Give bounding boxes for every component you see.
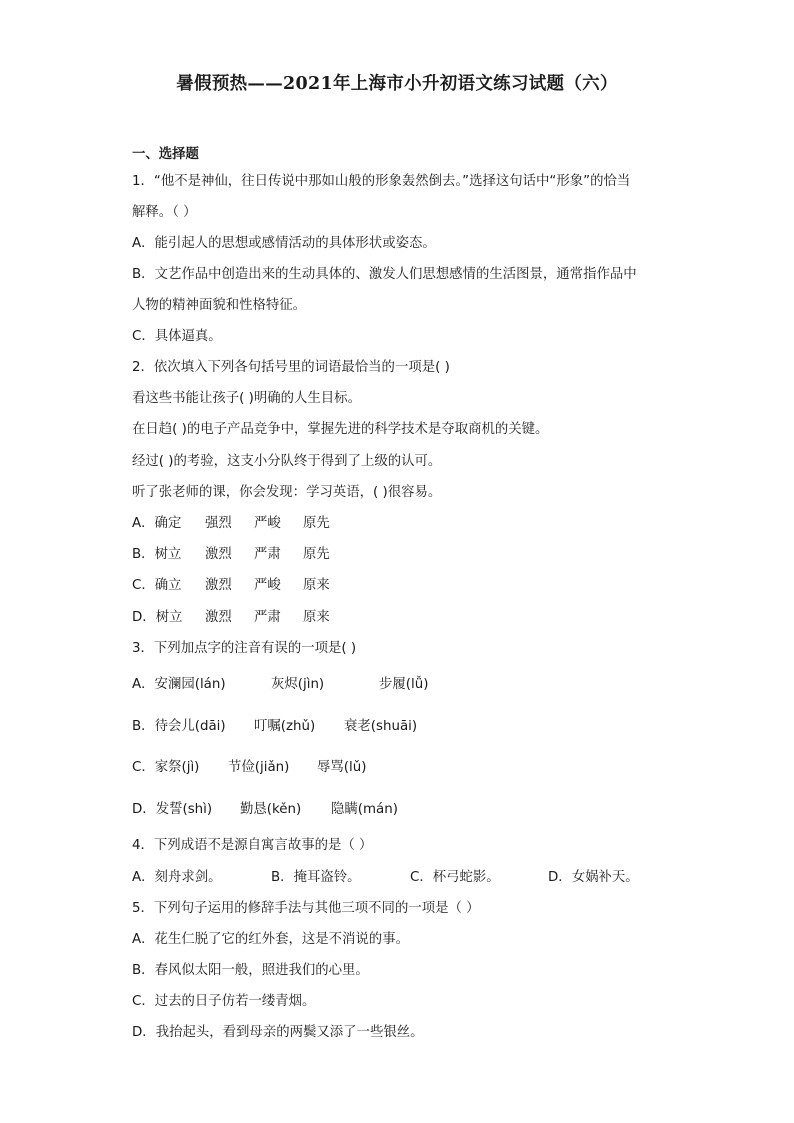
option-word: 原来 — [303, 610, 330, 625]
option-label: C．确立 — [132, 578, 182, 593]
section-heading: 一、选择题 — [132, 147, 199, 162]
option-item: 节俭(jiǎn) — [228, 760, 290, 775]
q1-option-b-line2: 人物的精神面貌和性格特征。 — [132, 298, 307, 313]
q2-sentence-3: 经过( )的考验，这支小分队终于得到了上级的认可。 — [132, 454, 442, 469]
q5-stem: 5．下列句子运用的修辞手法与其他三项不同的一项是（ ） — [132, 901, 480, 916]
option-item: 步履(lǚ) — [379, 677, 429, 692]
q3-stem: 3．下列加点字的注音有误的一项是( ) — [132, 641, 357, 656]
q1-stem-line1: 1．“他不是神仙，往日传说中那如山般的形象轰然倒去。”选择这句话中“形象”的恰当 — [132, 174, 631, 189]
option-word: 原先 — [303, 516, 330, 531]
q2-sentence-4: 听了张老师的课，你会发现：学习英语，( )很容易。 — [132, 485, 442, 500]
option-item: B．待会儿(dāi) — [132, 719, 226, 734]
option-word: 严肃 — [254, 547, 281, 562]
q4-option-d: D．女娲补天。 — [548, 870, 639, 885]
q2-stem: 2．依次填入下列各句括号里的词语最恰当的一项是( ) — [132, 360, 450, 375]
q4-stem: 4．下列成语不是源自寓言故事的是（ ） — [132, 838, 373, 853]
q1-option-a: A．能引起人的思想或感情活动的具体形状或姿态。 — [132, 236, 436, 251]
q5-option-d: D．我抬起头，看到母亲的两鬓又添了一些银丝。 — [132, 1025, 424, 1040]
option-word: 激烈 — [205, 610, 232, 625]
q4-option-c: C．杯弓蛇影。 — [410, 870, 500, 885]
option-word: 原来 — [303, 578, 330, 593]
option-label: B．树立 — [132, 547, 182, 562]
q5-option-a: A．花生仁脱了它的红外套，这是不消说的事。 — [132, 932, 409, 947]
q2-sentence-1: 看这些书能让孩子( )明确的人生目标。 — [132, 391, 361, 406]
option-word: 激烈 — [205, 547, 232, 562]
q5-option-b: B．春风似太阳一般，照进我们的心里。 — [132, 963, 369, 978]
option-label: D．树立 — [132, 610, 183, 625]
q2-sentence-2: 在日趋( )的电子产品竞争中，掌握先进的科学技术是夺取商机的关键。 — [132, 422, 549, 437]
q1-stem-line2: 解释。（ ） — [132, 205, 197, 220]
q4-option-a: A．刻舟求剑。 — [132, 870, 222, 885]
option-item: 辱骂(lǔ) — [317, 760, 367, 775]
q5-option-c: C．过去的日子仿若一缕青烟。 — [132, 994, 316, 1009]
option-word: 严肃 — [254, 610, 281, 625]
option-item: 衰老(shuāi) — [344, 719, 418, 734]
option-item: A．安澜园(lán) — [132, 677, 226, 692]
option-item: 隐瞒(mán) — [331, 802, 398, 817]
option-item: 勤恳(kěn) — [240, 802, 302, 817]
option-word: 强烈 — [205, 516, 232, 531]
page-title: 暑假预热——2021年上海市小升初语文练习试题（六） — [176, 74, 618, 94]
option-word: 激烈 — [205, 578, 232, 593]
option-word: 原先 — [303, 547, 330, 562]
q1-option-c: C．具体逼真。 — [132, 329, 222, 344]
option-word: 严峻 — [254, 578, 281, 593]
option-item: D．发誓(shì) — [132, 802, 213, 817]
q4-option-b: B．掩耳盗铃。 — [271, 870, 361, 885]
q1-option-b-line1: B．文艺作品中创造出来的生动具体的、激发人们思想感情的生活图景，通常指作品中 — [132, 267, 637, 282]
option-item: C．家祭(jì) — [132, 760, 200, 775]
option-label: A．确定 — [132, 516, 182, 531]
option-word: 严峻 — [254, 516, 281, 531]
option-item: 灰烬(jìn) — [271, 677, 325, 692]
option-item: 叮嘱(zhǔ) — [254, 719, 316, 734]
